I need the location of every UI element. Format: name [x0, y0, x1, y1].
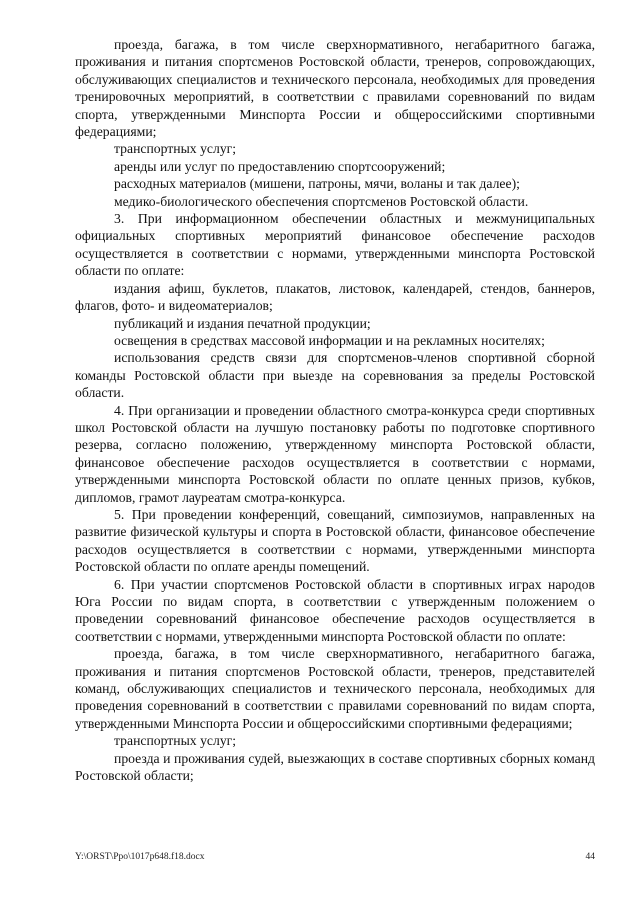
paragraph-publications: публикаций и издания печатной продукции;: [114, 315, 371, 331]
paragraph-transport-services: транспортных услуг;: [114, 141, 237, 157]
page-footer: [75, 852, 595, 862]
document-body: [75, 36, 595, 784]
paragraph-consumables: расходных материалов (мишени, патроны, мячи, воланы и так далее);: [114, 176, 520, 192]
paragraph-printing-posters: издания афиш, буклетов, плакатов, листовок, календарей, стендов, баннеров, флагов, фото- и видеоматериалов;: [75, 280, 595, 314]
paragraph-communications: использования средств связи для спортсменов-членов спортивной сборной команды Ростовской области при выезде на соревнования за пределы Ростовской области.: [75, 350, 595, 401]
paragraph-transport-services-2: транспортных услуг;: [114, 733, 237, 749]
paragraph-facility-rent: аренды или услуг по предоставлению спортсооружений;: [114, 158, 446, 174]
paragraph-section-3: 3. При информационном обеспечении областных и межмуниципальных официальных спортивных мероприятий финансовое обеспечение расходов осуществляется в соответствии с нормами, утвержденными минспорта Ростовской области по оплате:: [75, 211, 595, 279]
paragraph-media-coverage: освещения в средствах массовой информации и на рекламных носителях;: [114, 332, 545, 348]
file-path: Y:\ORST\Ppo\1017p648.f18.docx: [75, 852, 205, 862]
paragraph-section-4: 4. При организации и проведении областного смотра-конкурса среди спортивных школ Ростовской области на лучшую постановку работы по подготовке спортивного резерва, согласно положению, утвержденному минспорта Ростовской области, финансовое обеспечение расходов осуществляется в соответствии с нормами, утвержденными минспорта Ростовской области по оплате ценных призов, кубков, дипломов, грамот лауреатам смотра-конкурса.: [75, 402, 595, 505]
paragraph-medical-support: медико-биологического обеспечения спортсменов Ростовской области.: [114, 193, 529, 209]
paragraph-judges-travel: проезда и проживания судей, выезжающих в составе спортивных сборных команд Ростовской области;: [75, 750, 595, 784]
paragraph-section-5: 5. При проведении конференций, совещаний, симпозиумов, направленных на развитие физической культуры и спорта в Ростовской области, финансовое обеспечение расходов осуществляется в соответствии с нормами, утвержденными минспорта Ростовской области по оплате аренды помещений.: [75, 506, 595, 575]
paragraph-travel-competitions: проезда, багажа, в том числе сверхнормативного, негабаритного багажа, проживания и питания спортсменов Ростовской области, тренеров, представителей команд, обслуживающих специалистов и технического персонала, необходимых для проведения соревнований в соответствии с правилами соревнований по видам спорта, утвержденными Минспорта России и общероссийскими спортивными федерациями;: [75, 646, 595, 731]
page-number: 44: [585, 852, 595, 862]
paragraph-travel-training: проезда, багажа, в том числе сверхнормативного, негабаритного багажа, проживания и питания спортсменов Ростовской области, тренеров, сопровождающих, обслуживающих специалистов и технического персонала, необходимых для проведения тренировочных мероприятий, в соответствии с правилами соревнований по видам спорта, утвержденными Минспорта России и общероссийскими спортивными федерациями;: [75, 37, 595, 140]
paragraph-section-6: 6. При участии спортсменов Ростовской области в спортивных играх народов Юга России по видам спорта, в соответствии с утвержденным положением о проведении соревнований финансовое обеспечение расходов осуществляется в соответствии с нормами, утвержденными минспорта Ростовской области по оплате:: [75, 576, 595, 644]
